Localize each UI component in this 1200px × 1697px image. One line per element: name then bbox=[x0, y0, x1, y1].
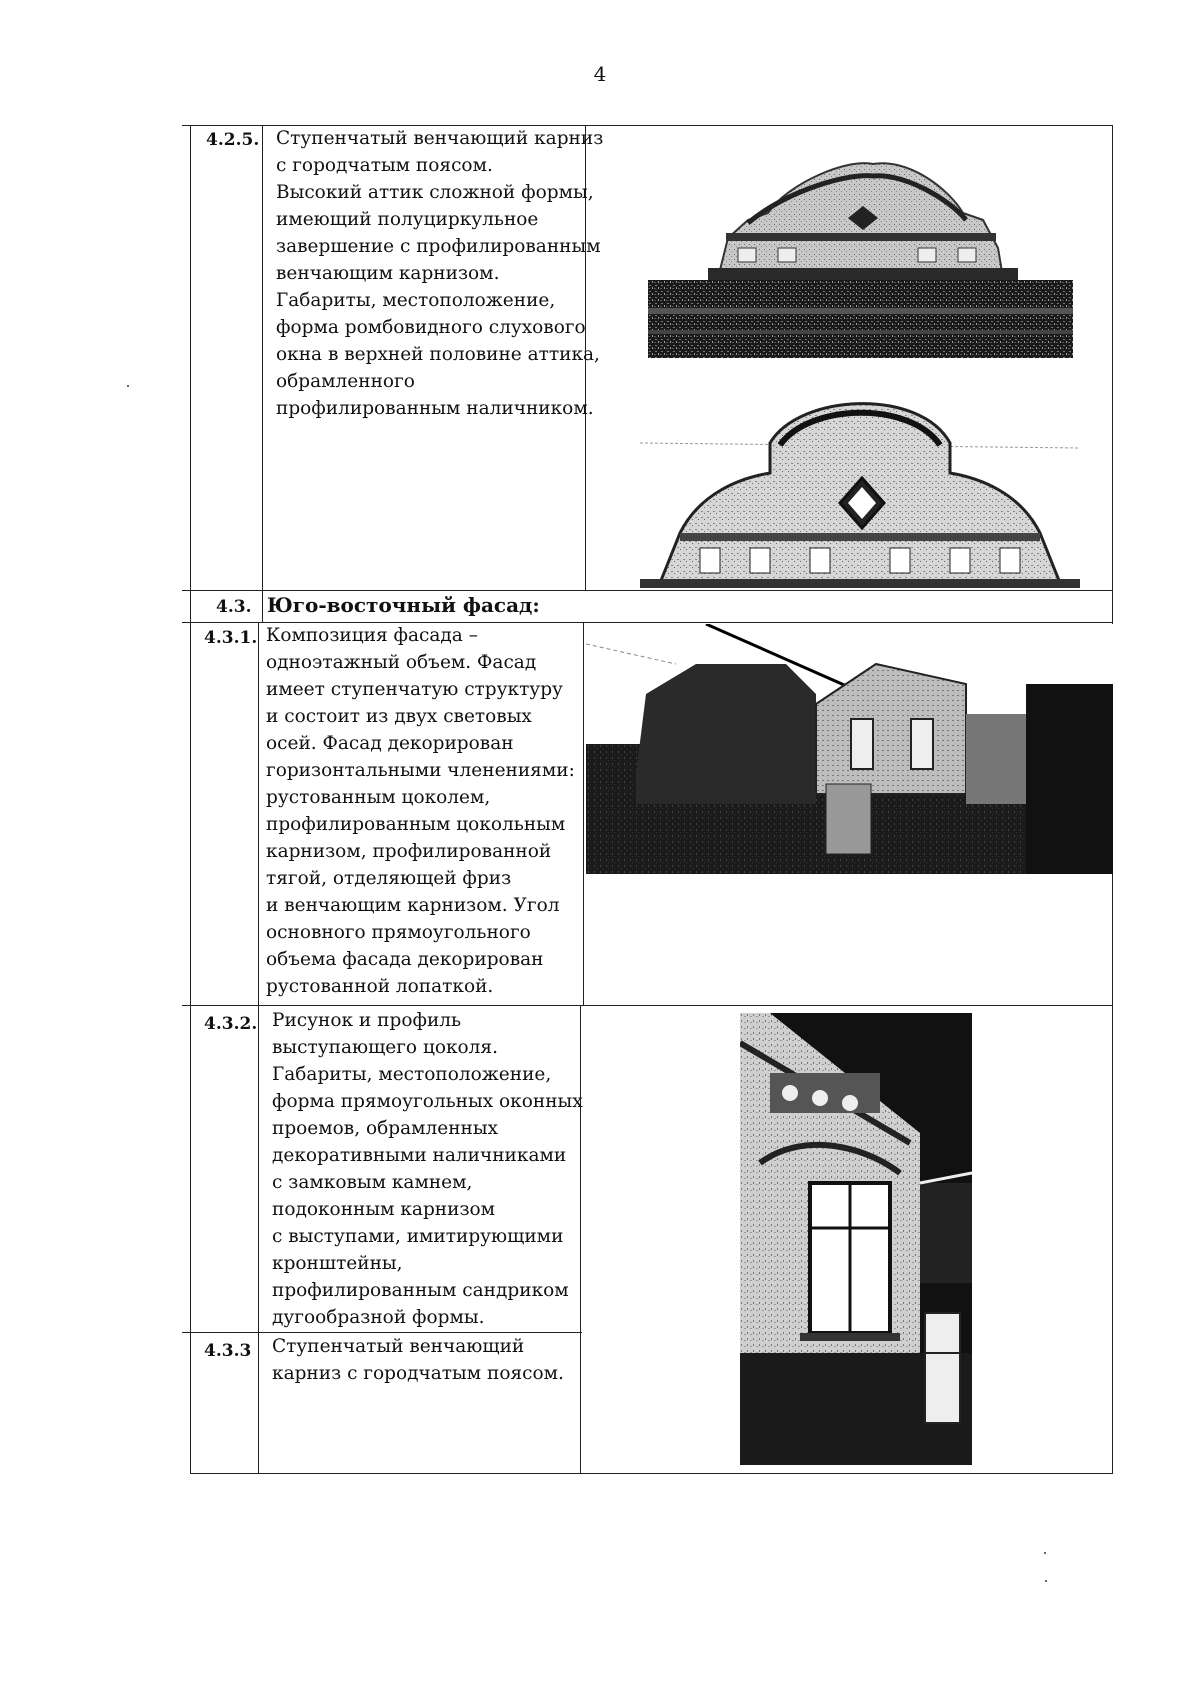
row-number: 4.3.1. bbox=[204, 628, 258, 648]
attic-photo bbox=[640, 383, 1080, 588]
section-heading: Юго-восточный фасад: bbox=[267, 593, 540, 617]
row-description: Ступенчатый венчающий карниз с городчатым поясом. bbox=[272, 1336, 564, 1384]
row-description: Композиция фасада – одноэтажный объем. Фасад имеет ступенчатую структуру и состоит из двух световых осей. Фасад декорирован горизонтальными членениями: рустованным цоколем, профилированным цокольным карнизом, профилированной тягой, отделяющей фриз и венчающим карнизом. Угол основного прямоугольного объема фасада декорирован рустованной лопаткой. bbox=[266, 625, 575, 997]
row-number: 4.3.2. bbox=[204, 1014, 258, 1034]
page-number: 4 bbox=[593, 62, 607, 86]
column-divider bbox=[258, 622, 259, 1473]
row-divider bbox=[182, 590, 1113, 591]
scan-speck bbox=[127, 385, 129, 387]
table-border-bottom bbox=[190, 1473, 1113, 1474]
scan-speck bbox=[1044, 1552, 1046, 1554]
scan-speck bbox=[1045, 1580, 1047, 1582]
row-number: 4.3.3 bbox=[204, 1341, 252, 1361]
table-border-left bbox=[190, 125, 191, 1473]
section-number: 4.3. bbox=[216, 597, 252, 617]
column-divider bbox=[262, 125, 263, 622]
window-detail-photo bbox=[740, 1013, 972, 1465]
facade-photo bbox=[586, 624, 1113, 874]
cornice-photo bbox=[648, 158, 1073, 358]
column-divider bbox=[583, 622, 584, 1005]
row-description: Рисунок и профиль выступающего цоколя. Габариты, местоположение, форма прямоугольных оконных проемов, обрамленных декоративными наличниками с замковым камнем, подоконным карнизом с выступами, имитирующими кронштейны, профилированным сандриком дугообразной формы. bbox=[272, 1010, 583, 1328]
row-description: Ступенчатый венчающий карниз с городчатым поясом. Высокий аттик сложной формы, имеющий полуциркульное завершение с профилированным венчающим карнизом. Габариты, местоположение, форма ромбовидного слухового окна в верхней половине аттика, обрамленного профилированным наличником. bbox=[276, 128, 604, 419]
row-divider bbox=[182, 1005, 1113, 1006]
row-number: 4.2.5. bbox=[206, 130, 260, 150]
